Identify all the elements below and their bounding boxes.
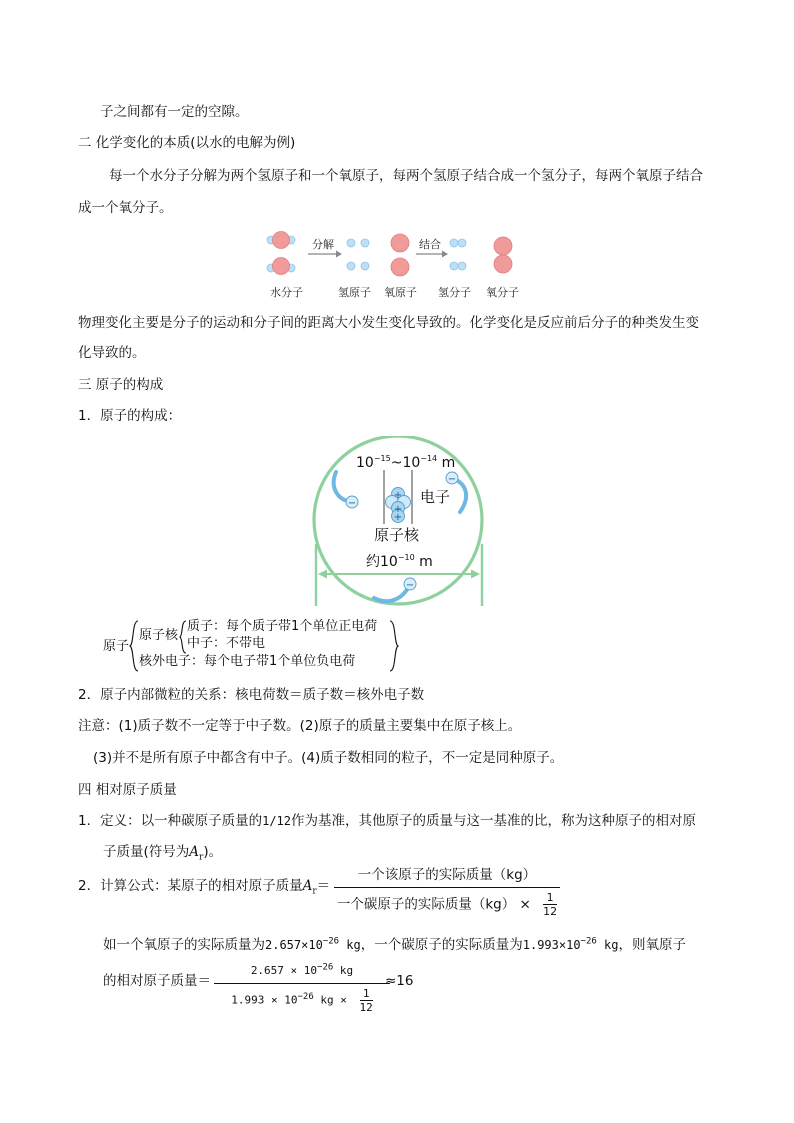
water-electrolysis-diagram: [262, 226, 542, 304]
item1-text: 1．原子的构成：: [78, 408, 182, 424]
section2-heading: 二 化学变化的本质(以水的电解为例): [78, 135, 296, 151]
example-line1: 如一个氧原子的实际质量为$2.657\times 10^{-26}$ kg，一个碳原子的实际质量为$1.993\times 10^{-26}$ kg，则氧原子: [103, 936, 686, 953]
label-oxygen-atom: 氧原子: [384, 286, 417, 299]
section3-heading: 三 原子的构成: [78, 377, 164, 393]
example-result: ≈16: [385, 973, 414, 989]
arrow-icon: [416, 251, 448, 258]
tree-nucleus: 原子核: [139, 628, 179, 643]
label-oxygen-molecule: 氧分子: [486, 286, 519, 299]
formula-prefix: 2．计算公式：某原子的相对原子质量$A_r=$: [78, 878, 331, 897]
example-line2: 的相对原子质量＝: [103, 973, 211, 989]
nucleus-size-label: $10^{-15}\sim 10^{-14}$ m: [356, 454, 456, 471]
nucleus-label: 原子核: [374, 526, 420, 544]
tree-proton: 质子：每个质子带1个单位正电荷: [187, 619, 378, 634]
svg-text:+: +: [393, 490, 403, 501]
arrow-icon: [308, 251, 342, 258]
hydrogen-molecule-icon: [450, 239, 466, 270]
hydrogen-atom-icon: [347, 239, 369, 270]
section2-summary-line1: 物理变化主要是分子的运动和分子间的距离大小发生变化导致的。化学变化是反应前后分子的种类发生变: [78, 315, 699, 331]
right-brace-icon: [389, 620, 399, 672]
section2-para-line2: 成一个氧分子。: [78, 200, 173, 216]
arrow2-label: 结合: [419, 238, 441, 251]
tree-electron: 核外电子：每个电子带1个单位负电荷: [139, 654, 356, 669]
label-hydrogen-molecule: 氢分子: [438, 286, 471, 299]
formula-fraction: [334, 866, 560, 918]
atom-composition-tree: [103, 618, 403, 674]
example-fraction: $2.657 \times 10^{-26}$ kg $1.993 \times 10^{-26}$ kg × $\frac{1}{12}$: [214, 962, 390, 1014]
left-brace-icon: [179, 620, 187, 654]
definition-line2: 子质量(符号为$A_r$)。: [103, 844, 223, 863]
note-line1: 注意：(1)质子数不一定等于中子数。(2)原子的质量主要集中在原子核上。: [78, 718, 522, 734]
intro-tail: 子之间都有一定的空隙。: [100, 104, 249, 120]
atom-size-label: 约$10^{-10}$ m: [366, 553, 433, 570]
section2-para-line1: 每一个水分子分解为两个氢原子和一个氧原子，每两个氢原子结合成一个氢分子，每两个氧原子结合: [109, 168, 703, 184]
section4-heading: 四 相对原子质量: [78, 782, 177, 798]
arrow1-label: 分解: [312, 238, 334, 251]
section2-summary-line2: 化导致的。: [78, 345, 146, 361]
label-hydrogen-atom: 氢原子: [338, 286, 371, 299]
svg-text:−: −: [405, 580, 415, 591]
electron-icon: [334, 472, 358, 509]
tree-root: 原子: [103, 639, 130, 654]
relative-atomic-mass-symbol: $A_r$: [189, 844, 204, 863]
definition-line1: 1．定义：以一种碳原子质量的1/12作为基准，其他原子的质量与这一基准的比，称为这种原子的相对原: [78, 813, 696, 829]
left-brace-icon: [129, 620, 139, 672]
label-water-molecule: 水分子: [270, 286, 303, 299]
atom-structure-diagram: [306, 436, 492, 608]
electron-icon: [374, 578, 416, 601]
svg-text:−: −: [447, 474, 457, 485]
nucleus-icon: [386, 488, 411, 524]
item2-text: 2．原子内部微粒的关系：核电荷数＝质子数＝核外电子数: [78, 687, 425, 703]
electron-label: 电子: [420, 488, 451, 506]
svg-text:−: −: [347, 498, 357, 509]
svg-text:+: +: [393, 512, 403, 523]
formula-denominator: 一个碳原子的实际质量（kg） × $\frac{1}{12}$: [336, 891, 558, 918]
water-molecule-icon: [267, 232, 295, 275]
formula-numerator: 一个该原子的实际质量（kg）: [357, 867, 537, 883]
oxygen-molecule-icon: [494, 237, 512, 273]
oxygen-atom-icon: [391, 234, 409, 276]
note-line2: (3)并不是所有原子中都含有中子。(4)质子数相同的粒子，不一定是同种原子。: [93, 750, 564, 766]
svg-text:+: +: [393, 504, 403, 515]
tree-neutron: 中子：不带电: [187, 636, 266, 651]
